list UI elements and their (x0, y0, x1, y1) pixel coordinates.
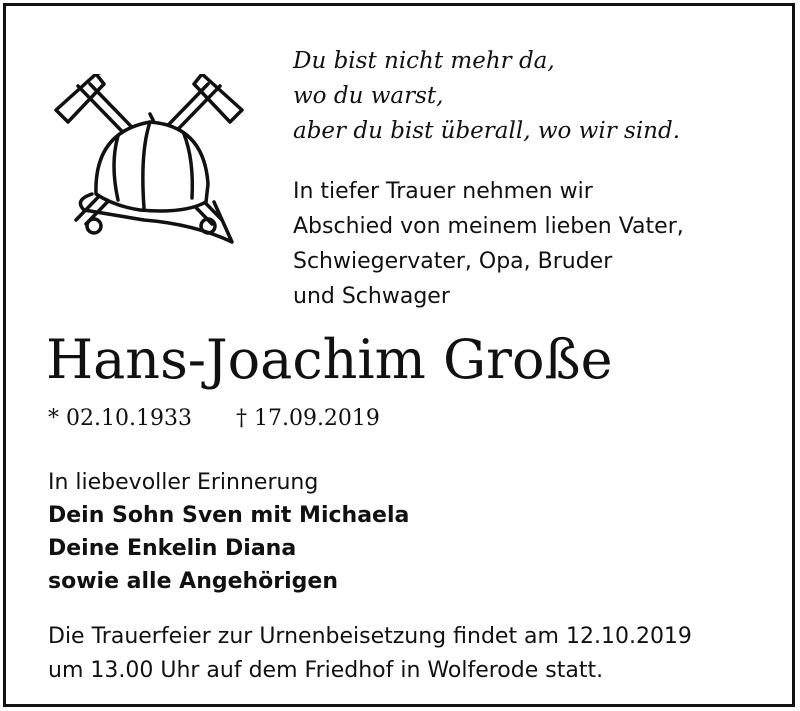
mourner-line: Deine Enkelin Diana (48, 536, 297, 561)
intro-line: Abschied von meinem lieben Vater, (293, 214, 684, 239)
mourner-line: Dein Sohn Sven mit Michaela (48, 503, 410, 528)
obituary-notice (3, 3, 795, 707)
memory-line: In liebevoller Erinnerung (48, 470, 319, 495)
service-line: Die Trauerfeier zur Urnenbeisetzung findet am 12.10.2019 (48, 624, 692, 649)
intro-line: Schwiegervater, Opa, Bruder (293, 249, 613, 274)
life-dates (48, 404, 380, 434)
birth-date: * 02.10.1933 (48, 406, 192, 431)
poem-line: Du bist nicht mehr da, (293, 48, 555, 74)
poem-line: aber du bist überall, wo wir sind. (293, 118, 681, 144)
poem-line: wo du warst, (293, 83, 444, 109)
mourner-line: sowie alle Angehörigen (48, 569, 339, 594)
mourners-block (48, 466, 409, 598)
poem-verse (293, 44, 680, 149)
fire-helmet-crossed-axes-icon (44, 74, 254, 254)
service-line: um 13.00 Uhr auf dem Friedhof in Wolferode statt. (48, 658, 604, 683)
death-date: † 17.09.2019 (235, 406, 380, 431)
announcement-intro (293, 174, 684, 314)
intro-line: In tiefer Trauer nehmen wir (293, 179, 593, 204)
deceased-name: Hans-Joachim Große (46, 328, 613, 391)
funeral-service-info (48, 620, 692, 688)
intro-line: und Schwager (293, 284, 450, 309)
